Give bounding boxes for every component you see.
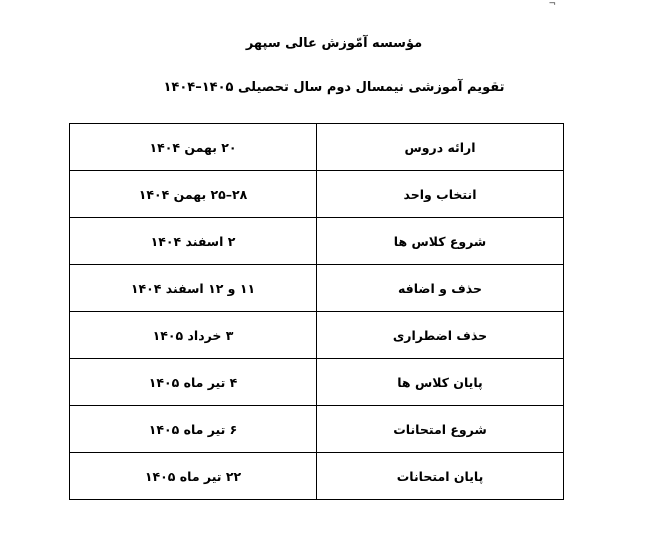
table-row	[70, 124, 564, 171]
table-row	[70, 406, 564, 453]
date-cell: ۲۰ بهمن ۱۴۰۴	[70, 124, 317, 171]
paragraph-mark-icon: ¬	[548, 0, 556, 9]
event-cell: شروع امتحانات	[317, 406, 564, 453]
table-row	[70, 265, 564, 312]
date-cell: ۳ خرداد ۱۴۰۵	[70, 312, 317, 359]
academic-calendar-table	[69, 123, 564, 500]
calendar-title: تقویم آموزشی نیمسال دوم سال تحصیلی ۱۴۰۵–۱۴۰۴	[163, 80, 505, 95]
event-cell: انتخاب واحد	[317, 171, 564, 218]
table-row	[70, 453, 564, 500]
event-cell: حذف اضطراری	[317, 312, 564, 359]
date-cell: ۲ اسفند ۱۴۰۴	[70, 218, 317, 265]
table-row	[70, 171, 564, 218]
event-cell: حذف و اضافه	[317, 265, 564, 312]
table-row	[70, 312, 564, 359]
institute-title: مؤسسه آمّوزش عالی سپهر	[245, 36, 423, 51]
date-cell: ۶ تیر ماه ۱۴۰۵	[70, 406, 317, 453]
table-row	[70, 218, 564, 265]
event-cell: پایان امتحانات	[317, 453, 564, 500]
event-cell: پایان کلاس ها	[317, 359, 564, 406]
event-cell: شروع کلاس ها	[317, 218, 564, 265]
date-cell: ۲۲ تیر ماه ۱۴۰۵	[70, 453, 317, 500]
date-cell: ۲۸–۲۵ بهمن ۱۴۰۴	[70, 171, 317, 218]
date-cell: ۴ تیر ماه ۱۴۰۵	[70, 359, 317, 406]
date-cell: ۱۱ و ۱۲ اسفند ۱۴۰۴	[70, 265, 317, 312]
table-row	[70, 359, 564, 406]
event-cell: ارائه دروس	[317, 124, 564, 171]
